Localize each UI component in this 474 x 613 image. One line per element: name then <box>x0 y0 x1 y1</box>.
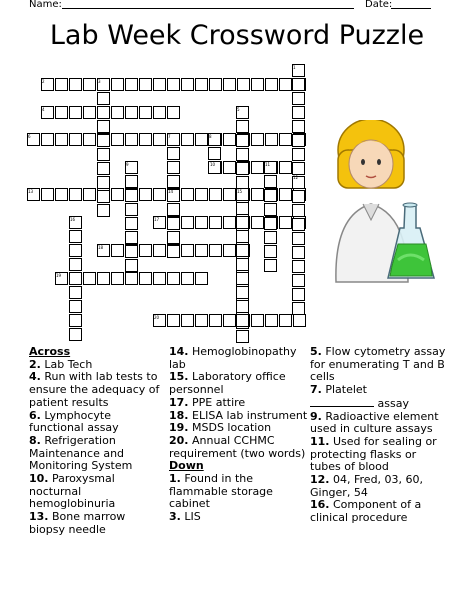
crossword-cell[interactable] <box>125 245 138 258</box>
crossword-cell[interactable] <box>97 190 110 203</box>
down-heading: Down <box>169 459 204 473</box>
crossword-cell[interactable] <box>69 286 82 299</box>
crossword-cell[interactable] <box>264 189 277 202</box>
crossword-cell[interactable] <box>236 148 249 161</box>
crossword-cell[interactable] <box>236 286 249 299</box>
crossword-cell[interactable] <box>251 188 264 201</box>
crossword-cell[interactable] <box>292 134 305 147</box>
crossword-cell[interactable] <box>292 148 305 161</box>
crossword-cell[interactable] <box>97 92 110 105</box>
crossword-cell[interactable] <box>167 203 180 216</box>
across-clue: 20. Annual CCHMC requirement (two words) <box>169 433 306 460</box>
crossword-cell[interactable] <box>69 230 82 243</box>
clue-number: 5 <box>237 107 240 112</box>
crossword-cell[interactable] <box>223 314 236 327</box>
crossword-cell[interactable] <box>139 78 152 91</box>
crossword-cell[interactable] <box>265 78 278 91</box>
crossword-cell[interactable] <box>55 106 68 119</box>
crossword-cell[interactable] <box>195 244 208 257</box>
crossword-cell[interactable] <box>69 244 82 257</box>
crossword-cell[interactable] <box>223 216 236 229</box>
crossword-cell[interactable] <box>251 161 264 174</box>
clue-number: 16 <box>70 217 76 222</box>
crossword-cell[interactable] <box>195 133 208 146</box>
crossword-cell[interactable] <box>167 217 180 230</box>
crossword-cell[interactable] <box>292 246 305 259</box>
crossword-cell[interactable] <box>181 216 194 229</box>
crossword-cell[interactable] <box>264 203 277 216</box>
date-label: Date: <box>365 0 393 10</box>
crossword-cell[interactable] <box>167 147 180 160</box>
crossword-cell[interactable] <box>292 232 305 245</box>
crossword-cell[interactable] <box>279 216 292 229</box>
crossword-cell[interactable] <box>97 134 110 147</box>
name-field[interactable] <box>62 0 354 9</box>
crossword-cell[interactable] <box>265 133 278 146</box>
crossword-cell[interactable] <box>236 134 249 147</box>
across-heading: Across <box>29 345 71 358</box>
crossword-cell[interactable] <box>181 188 194 201</box>
clue-number: 12 <box>293 175 299 180</box>
crossword-cell[interactable] <box>292 120 305 133</box>
crossword-cell[interactable] <box>236 314 249 327</box>
crossword-cell[interactable] <box>83 188 96 201</box>
clue-number: 8 <box>209 134 212 139</box>
crossword-cell[interactable] <box>209 78 222 91</box>
crossword-cell[interactable] <box>125 272 138 285</box>
crossword-cell[interactable] <box>292 106 305 119</box>
crossword-cell[interactable] <box>279 314 292 327</box>
crossword-cell[interactable] <box>41 188 54 201</box>
crossword-cell[interactable] <box>69 188 82 201</box>
crossword-cell[interactable] <box>153 188 166 201</box>
crossword-cell[interactable] <box>236 244 249 257</box>
crossword-cell[interactable] <box>111 272 124 285</box>
crossword-cell[interactable] <box>181 314 194 327</box>
down-clue: 7. Platelet assay <box>310 383 409 410</box>
name-label: Name: <box>29 0 62 10</box>
crossword-cell[interactable] <box>264 245 277 258</box>
crossword-cell[interactable] <box>264 217 277 230</box>
crossword-cell[interactable] <box>55 188 68 201</box>
clue-number: 6 <box>28 134 31 139</box>
down-clue: 12. 04, Fred, 03, 60, Ginger, 54 <box>310 473 424 499</box>
crossword-cell[interactable] <box>125 175 138 188</box>
crossword-cell[interactable] <box>125 133 138 146</box>
crossword-cell[interactable] <box>167 161 180 174</box>
crossword-cell[interactable] <box>251 78 264 91</box>
across-clue: 10. Paroxysmal nocturnal hemoglobinuria <box>29 472 116 511</box>
crossword-cell[interactable] <box>209 188 222 201</box>
crossword-cell[interactable] <box>181 272 194 285</box>
clue-number: 9 <box>126 162 129 167</box>
crossword-cell[interactable] <box>139 106 152 119</box>
date-field[interactable] <box>391 0 431 9</box>
crossword-cell[interactable] <box>292 78 305 91</box>
down-clue: 1. Found in the flammable storage cabinet <box>169 472 273 511</box>
across-clues <box>29 346 163 537</box>
crossword-cell[interactable] <box>167 245 180 258</box>
crossword-cell[interactable] <box>83 133 96 146</box>
crossword-cell[interactable] <box>236 272 249 285</box>
crossword-cell[interactable] <box>167 314 180 327</box>
crossword-cell[interactable] <box>153 78 166 91</box>
crossword-cell[interactable] <box>139 133 152 146</box>
crossword-cell[interactable] <box>139 188 152 201</box>
clue-number: 7 <box>168 134 171 139</box>
crossword-cell[interactable] <box>251 133 264 146</box>
crossword-cell[interactable] <box>209 216 222 229</box>
across-clue: 2. Lab Tech <box>29 357 93 371</box>
across-clue: 18. ELISA lab instrument <box>169 408 308 422</box>
answer-blank <box>310 397 374 407</box>
clue-number: 13 <box>28 189 34 194</box>
clue-number: 11 <box>265 162 271 167</box>
crossword-cell[interactable] <box>167 231 180 244</box>
crossword-cell[interactable] <box>181 78 194 91</box>
clue-number: 3 <box>98 79 101 84</box>
across-clue: 8. Refrigeration Maintenance and Monitoring System <box>29 433 133 473</box>
down-clue: 11. Used for sealing or protecting flasks or tubes of blood <box>310 434 437 474</box>
crossword-cell[interactable] <box>236 330 249 343</box>
crossword-cell[interactable] <box>292 190 305 203</box>
crossword-cell[interactable] <box>264 231 277 244</box>
crossword-cell[interactable] <box>279 161 292 174</box>
crossword-cell[interactable] <box>139 244 152 257</box>
crossword-cell[interactable] <box>279 188 292 201</box>
crossword-cell[interactable] <box>208 147 221 160</box>
across-clue: 14. Hemoglobinopathy lab <box>169 345 297 371</box>
across-clue: 15. Laboratory office personnel <box>169 370 286 397</box>
clue-number: 1 <box>293 65 296 70</box>
down-clue: 9. Radioactive element used in culture assays <box>310 409 439 436</box>
crossword-cell[interactable] <box>69 78 82 91</box>
crossword-cell[interactable] <box>264 259 277 272</box>
clue-number: 20 <box>154 315 160 320</box>
crossword-cell[interactable] <box>97 204 110 217</box>
crossword-cell[interactable] <box>111 78 124 91</box>
crossword-cell[interactable] <box>125 78 138 91</box>
crossword-cell[interactable] <box>251 314 264 327</box>
crossword-cell[interactable] <box>97 106 110 119</box>
crossword-cell[interactable] <box>97 162 110 175</box>
crossword-cell[interactable] <box>236 300 249 313</box>
crossword-cell[interactable] <box>69 272 82 285</box>
crossword-cell[interactable] <box>251 216 264 229</box>
crossword-cell[interactable] <box>292 204 305 217</box>
crossword-cell[interactable] <box>195 78 208 91</box>
crossword-cell[interactable] <box>223 244 236 257</box>
crossword-cell[interactable] <box>292 218 305 231</box>
crossword-cell[interactable] <box>69 106 82 119</box>
crossword-cell[interactable] <box>167 78 180 91</box>
clue-number: 4 <box>42 107 45 112</box>
crossword-cell[interactable] <box>223 78 236 91</box>
clues-middle-column <box>169 346 309 524</box>
crossword-cell[interactable] <box>111 244 124 257</box>
crossword-cell[interactable] <box>264 175 277 188</box>
crossword-cell[interactable] <box>97 148 110 161</box>
page-title: Lab Week Crossword Puzzle <box>49 20 425 51</box>
across-clue: 17. PPE attire <box>169 395 246 409</box>
crossword-cell[interactable] <box>223 161 236 174</box>
crossword-cell[interactable] <box>209 314 222 327</box>
clue-number: 10 <box>210 162 216 167</box>
crossword-cell[interactable] <box>236 202 249 215</box>
down-clue: 3. LIS <box>169 510 201 524</box>
crossword-cell[interactable] <box>292 274 305 287</box>
crossword-cell[interactable] <box>111 188 124 201</box>
crossword-cell[interactable] <box>167 106 180 119</box>
clues-right-column <box>310 346 450 525</box>
clue-number: 18 <box>98 245 104 250</box>
crossword-cell[interactable] <box>236 258 249 271</box>
clue-number: 19 <box>56 273 62 278</box>
crossword-cell[interactable] <box>167 272 180 285</box>
crossword-cell[interactable] <box>69 258 82 271</box>
crossword-cell[interactable] <box>125 231 138 244</box>
crossword-cell[interactable] <box>195 216 208 229</box>
crossword-cell[interactable] <box>181 244 194 257</box>
crossword-cell[interactable] <box>153 133 166 146</box>
crossword-cell[interactable] <box>69 133 82 146</box>
crossword-cell[interactable] <box>125 203 138 216</box>
crossword-cell[interactable] <box>293 314 306 327</box>
crossword-cell[interactable] <box>236 230 249 243</box>
crossword-cell[interactable] <box>41 133 54 146</box>
crossword-cell[interactable] <box>181 133 194 146</box>
crossword-cell[interactable] <box>111 133 124 146</box>
crossword-cell[interactable] <box>125 259 138 272</box>
crossword-cell[interactable] <box>55 78 68 91</box>
crossword-cell[interactable] <box>125 217 138 230</box>
crossword-cell[interactable] <box>292 302 305 315</box>
crossword-cell[interactable] <box>69 300 82 313</box>
crossword-cell[interactable] <box>236 216 249 229</box>
crossword-cell[interactable] <box>195 272 208 285</box>
across-clue: 6. Lymphocyte functional assay <box>29 408 119 435</box>
crossword-cell[interactable] <box>125 106 138 119</box>
crossword-cell[interactable] <box>83 106 96 119</box>
crossword-cell[interactable] <box>97 272 110 285</box>
crossword-cell[interactable] <box>195 188 208 201</box>
lab-scientist-icon <box>326 120 441 285</box>
crossword-cell[interactable] <box>236 120 249 133</box>
crossword-cell[interactable] <box>292 92 305 105</box>
across-clue: 19. MSDS location <box>169 421 272 435</box>
crossword-cell[interactable] <box>69 314 82 327</box>
crossword-cell[interactable] <box>237 78 250 91</box>
crossword-cell[interactable] <box>97 120 110 133</box>
crossword-cell[interactable] <box>97 176 110 189</box>
crossword-cell[interactable] <box>55 133 68 146</box>
crossword-cell[interactable] <box>83 272 96 285</box>
crossword-cell[interactable] <box>153 244 166 257</box>
crossword-cell[interactable] <box>292 288 305 301</box>
crossword-cell[interactable] <box>292 162 305 175</box>
crossword-cell[interactable] <box>153 106 166 119</box>
crossword-cell[interactable] <box>125 189 138 202</box>
crossword-cell[interactable] <box>236 162 249 175</box>
across-clue: 4. Run with lab tests to ensure the adequacy of patient results <box>29 370 160 409</box>
crossword-cell[interactable] <box>223 188 236 201</box>
crossword-cell[interactable] <box>83 78 96 91</box>
across-clue: 13. Bone marrow biopsy needle <box>29 510 126 536</box>
crossword-cell[interactable] <box>111 106 124 119</box>
crossword-cell[interactable] <box>195 314 208 327</box>
clue-number: 2 <box>42 79 45 84</box>
crossword-cell[interactable] <box>167 175 180 188</box>
down-clue: 16. Component of a clinical procedure <box>310 498 422 525</box>
crossword-cell[interactable] <box>69 328 82 341</box>
crossword-cell[interactable] <box>209 244 222 257</box>
crossword-cell[interactable] <box>223 133 236 146</box>
crossword-cell[interactable] <box>292 260 305 273</box>
crossword-cell[interactable] <box>139 272 152 285</box>
clue-number: 14 <box>168 189 174 194</box>
down-clue: 5. Flow cytometry assay for enumerating T and B cells <box>310 345 446 384</box>
crossword-cell[interactable] <box>265 314 278 327</box>
crossword-cell[interactable] <box>279 78 292 91</box>
clue-number: 15 <box>237 189 243 194</box>
crossword-cell[interactable] <box>153 272 166 285</box>
clue-number: 17 <box>154 217 160 222</box>
crossword-cell[interactable] <box>279 133 292 146</box>
